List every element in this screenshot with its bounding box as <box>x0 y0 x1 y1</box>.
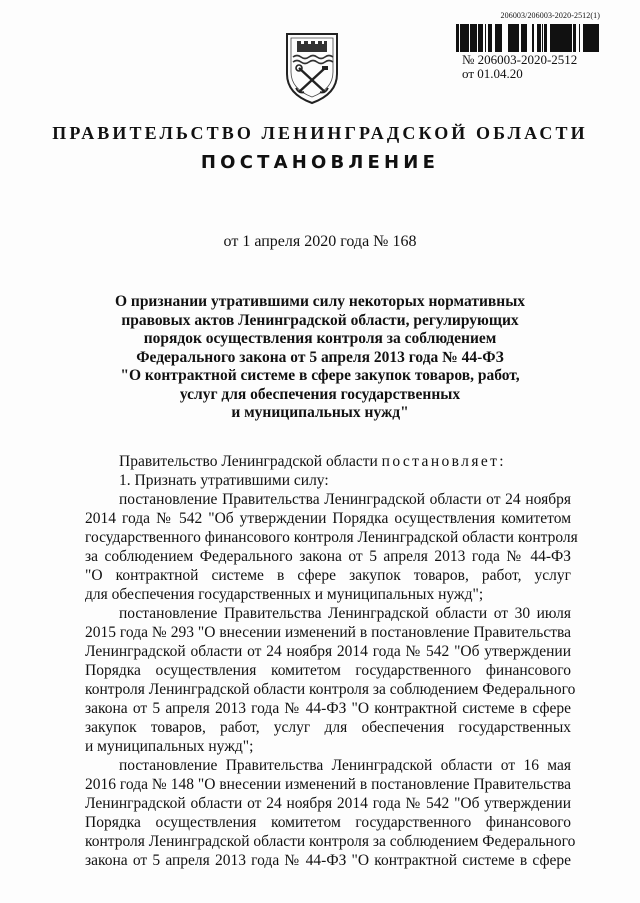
body-line: закона от 5 апреля 2013 года № 44-ФЗ "О контрактной системе в сфере <box>85 700 571 717</box>
body-line: и муниципальных нужд"; <box>85 738 254 755</box>
barcode-icon <box>456 24 601 52</box>
body-line: 2016 года № 148 "О внесении изменений в постановление Правительства <box>85 776 571 793</box>
body-intro <box>85 452 571 471</box>
heading-line: и муниципальных нужд" <box>231 404 409 421</box>
body-line: государственного финансового контроля Ленинградской области контроля <box>85 529 578 546</box>
body-line: закона от 5 апреля 2013 года № 44-ФЗ "О контрактной системе в сфере <box>85 852 571 869</box>
registration-number: № 206003-2020-2512 <box>462 52 578 67</box>
body-line: Порядка осуществления комитетом государственного финансового <box>85 662 571 679</box>
body-line: контроля Ленинградской области контроля за соблюдением Федерального <box>85 833 576 850</box>
body-line: для обеспечения государственных и муниципальных нужд"; <box>85 586 484 603</box>
heading-line: правовых актов Ленинградской области, регулирующих <box>121 311 519 329</box>
body-line: за соблюдением Федерального закона от 5 апреля 2013 года № 44-ФЗ <box>85 548 571 565</box>
intro-resolves: постановляет: <box>381 453 507 470</box>
body-line: закупок товаров, работ, услуг для обеспечения государственных <box>85 719 571 736</box>
body-line: постановление Правительства Ленинградской области от 24 ноября <box>119 491 571 508</box>
intro-prefix: Правительство Ленинградской области <box>119 453 378 470</box>
registration-date: от 01.04.20 <box>462 66 523 81</box>
body-line: 2015 года № 293 "О внесении изменений в постановление Правительства <box>85 624 571 641</box>
body-line: 2014 года № 542 "Об утверждении Порядка осуществления комитетом <box>85 510 571 527</box>
heading-line: порядок осуществления контроля за соблюдением <box>143 330 497 347</box>
coat-of-arms-icon <box>283 30 341 106</box>
heading-line: услуг для обеспечения государственных <box>179 385 461 403</box>
body-line: постановление Правительства Ленинградской области от 16 мая <box>119 757 571 774</box>
body-line: Порядка осуществления комитетом государственного финансового <box>85 814 571 831</box>
body-line: "О контрактной системе в сфере закупок товаров, работ, услуг <box>85 567 571 584</box>
body-item-1: 1. Признать утратившими силу: <box>119 472 329 489</box>
heading-line: "О контрактной системе в сфере закупок товаров, работ, <box>120 367 520 384</box>
heading-line: Федерального закона от 5 апреля 2013 года № 44-ФЗ <box>136 348 504 366</box>
government-title: ПРАВИТЕЛЬСТВО ЛЕНИНГРАДСКОЙ ОБЛАСТИ <box>52 123 588 143</box>
heading-line: О признании утратившими силу некоторых нормативных <box>114 293 526 310</box>
document-date-line: от 1 апреля 2020 года № 168 <box>223 233 417 250</box>
document-heading <box>90 293 550 423</box>
body-line: постановление Правительства Ленинградской области от 30 июля <box>119 605 571 622</box>
body-line: контроля Ленинградской области контроля за соблюдением Федерального <box>85 681 576 698</box>
body-line: Ленинградской области от 24 ноября 2014 года № 542 "Об утверждении <box>85 795 571 812</box>
document-type: ПОСТАНОВЛЕНИЕ <box>200 152 440 173</box>
body-line: Ленинградской области от 24 ноября 2014 года № 542 "Об утверждении <box>85 643 571 660</box>
registration-code: 206003/206003-2020-2512(1) <box>500 11 600 20</box>
document-body <box>85 452 578 870</box>
